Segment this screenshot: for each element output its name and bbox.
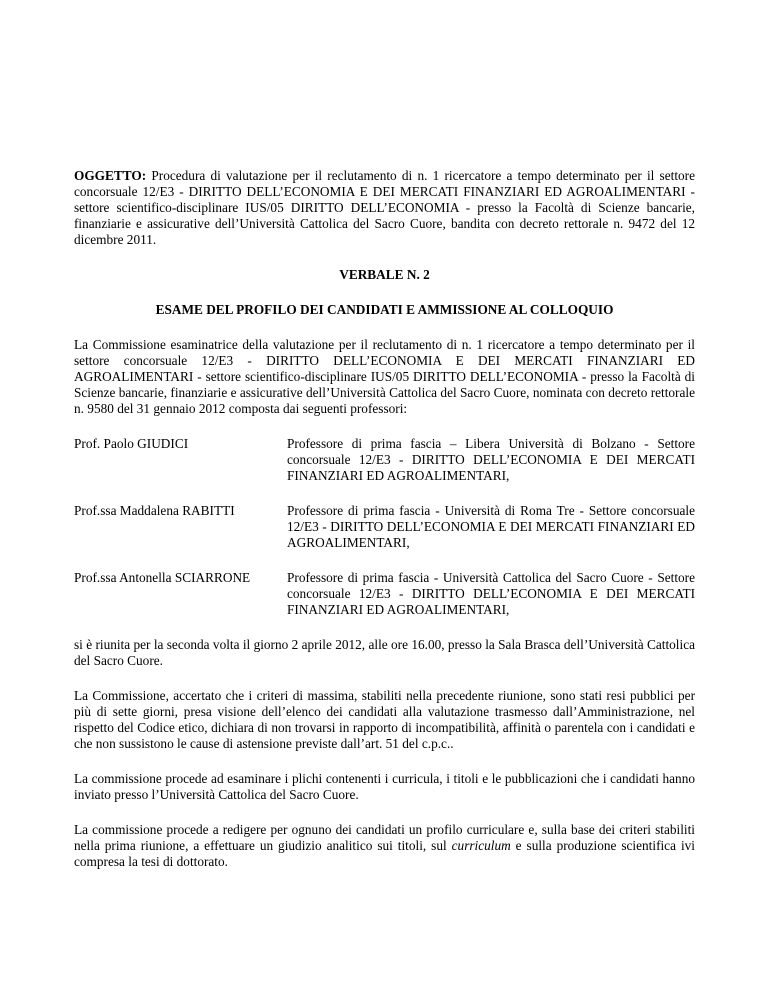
profile-text-italic: curriculum <box>451 838 511 853</box>
meeting-paragraph: si è riunita per la seconda volta il giorno 2 aprile 2012, alle ore 16.00, presso la Sala Brasca dell’Università Cattolica del Sacro Cuore. <box>74 637 695 668</box>
section-heading: ESAME DEL PROFILO DEI CANDIDATI E AMMISSIONE AL COLLOQUIO <box>155 302 614 317</box>
intro-paragraph: La Commissione esaminatrice della valutazione per il reclutamento di n. 1 ricercatore a tempo determinato per il settore concorsuale 12/E3 - DIRITTO DELL’ECONOMIA E DEI MERCATI FINANZIARI ED AGROALIMENTARI - settore scientifico-disciplinare IUS/05 DIRITTO DELL’ECONOMIA - presso la Facoltà di Scienze bancarie, finanziarie e assicurative dell’Università Cattolica del Sacro Cuore, nominata con decreto rettorale n. 9580 del 31 gennaio 2012 composta dai seguenti professori: <box>74 337 695 416</box>
profile-text-after: e sulla produzione scientifica ivi compresa la tesi di dottorato. <box>74 838 695 869</box>
member-description: Professore di prima fascia - Università di Roma Tre - Settore concorsuale 12/E3 - DIRITTO DELL’ECONOMIA E DEI MERCATI FINANZIARI ED AGROALIMENTARI, <box>287 503 695 550</box>
profile-text-before: La commissione procede a redigere per ognuno dei candidati un profilo curriculare e, sulla base dei criteri stabiliti nella prima riunione, a effettuare un giudizio analitico sui titoli, sul <box>74 822 695 853</box>
verbale-title: VERBALE N. 2 <box>339 267 430 282</box>
document-page <box>74 168 695 889</box>
criteria-paragraph: La Commissione, accertato che i criteri di massima, stabiliti nella precedente riunione, sono stati resi pubblici per più di sette giorni, presa visione dell’elenco dei candidati alla valutazione trasmesso dall’Amministrazione, nel rispetto del Codice etico, dichiara di non trovarsi in rapporto di incompatibilità, affinità o parentela con i candidati e che non sussistono le cause di astensione previste dall’art. 51 del c.p.c.. <box>74 688 695 751</box>
examine-paragraph: La commissione procede ad esaminare i plichi contenenti i curricula, i titoli e le pubblicazioni che i candidati hanno inviato presso l’Università Cattolica del Sacro Cuore. <box>74 771 695 802</box>
member-name: Prof.ssa Antonella SCIARRONE <box>74 570 251 585</box>
member-description: Professore di prima fascia – Libera Università di Bolzano - Settore concorsuale 12/E3 - DIRITTO DELL’ECONOMIA E DEI MERCATI FINANZIARI ED AGROALIMENTARI, <box>287 436 695 483</box>
member-row <box>74 570 695 618</box>
member-row <box>74 436 695 484</box>
subject-paragraph <box>74 168 695 248</box>
member-name: Prof. Paolo GIUDICI <box>74 436 189 451</box>
member-row <box>74 503 695 551</box>
commission-members <box>74 436 695 618</box>
member-description: Professore di prima fascia - Università Cattolica del Sacro Cuore - Settore concorsuale 12/E3 - DIRITTO DELL’ECONOMIA E DEI MERCATI FINANZIARI ED AGROALIMENTARI, <box>287 570 695 617</box>
member-name: Prof.ssa Maddalena RABITTI <box>74 503 235 518</box>
profile-paragraph <box>74 822 695 870</box>
subject-text: Procedura di valutazione per il reclutamento di n. 1 ricercatore a tempo determinato per il settore concorsuale 12/E3 - DIRITTO DELL’ECONOMIA E DEI MERCATI FINANZIARI ED AGROALIMENTARI - settore scientifico-disciplinare IUS/05 DIRITTO DELL’ECONOMIA - presso la Facoltà di Scienze bancarie, finanziarie e assicurative dell’Università Cattolica del Sacro Cuore, bandita con decreto rettorale n. 9472 del 12 dicembre 2011. <box>74 168 695 247</box>
subject-label: OGGETTO: <box>74 168 147 183</box>
